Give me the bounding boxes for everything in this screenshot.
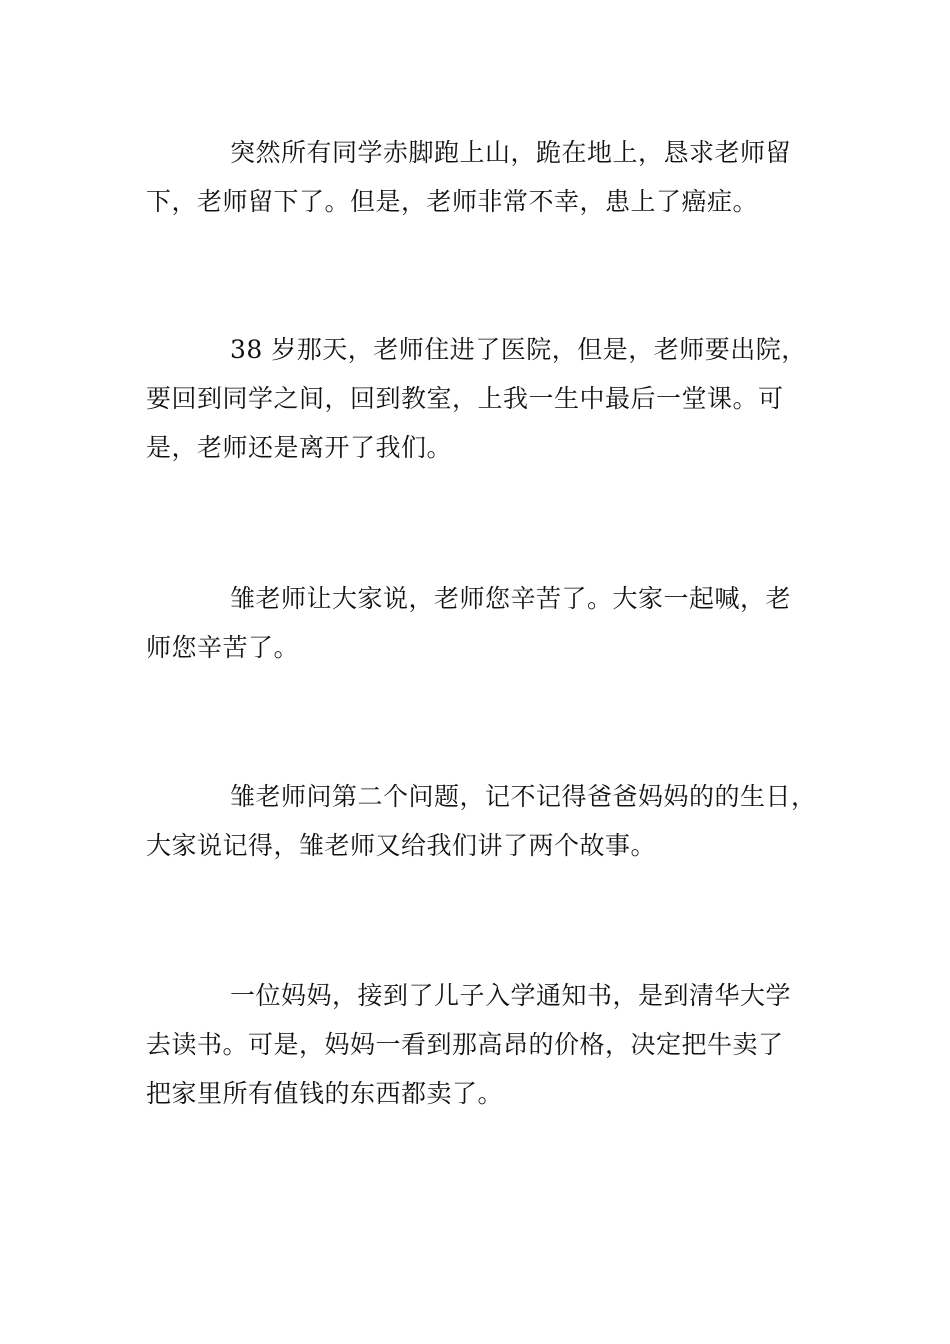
- paragraph-line: 去读书。可是，妈妈一看到那高昂的价格，决定把牛卖了: [146, 1030, 784, 1059]
- paragraph-line: 师您辛苦了。: [146, 633, 300, 662]
- paragraph-line: 突然所有同学赤脚跑上山，跪在地上，恳求老师留: [230, 138, 792, 167]
- paragraph-line: 38 岁那天，老师住进了医院，但是，老师要出院，: [230, 335, 807, 364]
- paragraph-line: 下，老师留下了。但是，老师非常不幸，患上了癌症。: [146, 187, 759, 216]
- paragraph-4: [146, 772, 826, 870]
- paragraph-line: 要回到同学之间，回到教室，上我一生中最后一堂课。可: [146, 384, 784, 413]
- paragraph-line: 雏老师让大家说，老师您辛苦了。大家一起喊，老: [230, 584, 792, 613]
- paragraph-3: [146, 574, 826, 672]
- paragraph-line: 雏老师问第二个问题，记不记得爸爸妈妈的的生日，: [230, 782, 817, 811]
- paragraph-5: [146, 971, 826, 1118]
- paragraph-line: 大家说记得，雏老师又给我们讲了两个故事。: [146, 831, 657, 860]
- paragraph-line: 把家里所有值钱的东西都卖了。: [146, 1079, 504, 1108]
- paragraph-line: 是，老师还是离开了我们。: [146, 433, 453, 462]
- paragraph-line: 一位妈妈，接到了儿子入学通知书，是到清华大学: [230, 981, 792, 1010]
- paragraph-1: [146, 128, 826, 226]
- paragraph-2: [146, 325, 826, 472]
